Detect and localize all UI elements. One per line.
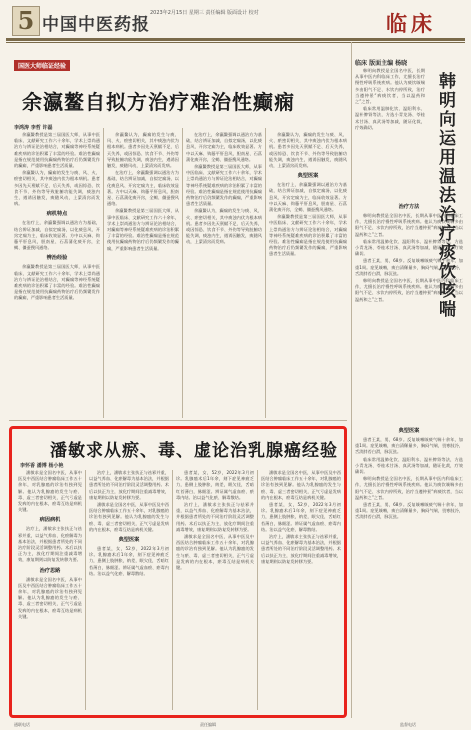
right-article-column-1: [355, 200, 463, 420]
paragraph: 潘敏求是全国名中医，从事中医及中西医结合肿瘤临床工作五十余年，对乳腺癌的诊治有独到见解。他认为乳腺癌的发生与瘀、毒、虚三者密切相关，正气亏虚是发病的内在根本，瘀毒互结是病机关键。: [89, 502, 169, 532]
masthead: [6, 4, 465, 46]
paper-name: 中国中医药报: [42, 15, 150, 35]
paragraph: 治疗上，潘敏求主张扶正与祛邪并重，以益气养血、化瘀解毒为基本治法，并根据患者所处的不同治疗阶段灵活调整用药。术后以扶正为主，放化疗期间注重减毒增效，康复期则以防复发转移为要。: [261, 534, 341, 564]
column-tag: 国医大师临证经验: [14, 60, 70, 71]
right-article-intro: [355, 68, 425, 198]
subhead: 病因病机: [39, 517, 61, 524]
issue-line: 2023年2月15日 星期三 责任编辑 版面设计 校对: [150, 10, 259, 16]
subhead: 典型医案: [118, 537, 140, 544]
paragraph: 在治疗上，余瀛鳌强调以通治方为基础，结合辨证加减，自拟定痫汤，以化痰息风、开窍定痫为主，临床收效显著。方中以天麻、钩藤平肝息风，胆南星、石菖蒲化痰开窍，全蝎、僵蚕搜风通络。: [269, 182, 347, 213]
footer-left: 通联电话: [14, 722, 30, 727]
subhead: 治疗方法: [398, 204, 420, 210]
page-number: 5: [12, 6, 40, 36]
paragraph: 余瀛鳌认为，癫痫的发生与痰、风、火、瘀密切相关，其中痰浊内伏为根本病机。患者多因先天禀赋不足、后天失养，或因惊恐、饮食不节、外伤等导致脏腑功能失调，痰浊内生，遇诱因触发，痰随风动，上蒙清窍而发病。: [107, 132, 179, 169]
footer-center: 责任编辑: [200, 722, 216, 727]
paragraph: 韩明向教授是全国名中医，长期从事中医内科临床工作，尤擅长治疗慢性呼吸系统疾病。他认为痰饮咳喘多由阳气不足、水饮内停所致，治疗当遵仲景“病痰饮者，当以温药和之”之旨。: [355, 476, 463, 500]
paragraph: 在治疗上，余瀛鳌强调以通治方为基础，结合辨证加减，自拟定痫汤，以化痰息风、开窍定痫为主，临床收效显著。方中以天麻、钩藤平肝息风，胆南星、石菖蒲化痰开窍，全蝎、僵蚕搜风通络。: [186, 132, 262, 162]
paragraph: 余瀛鳌教授是第三届国医大师，从事中医临床、文献研究工作六十余年，学术上崇尚通治方与辨证论治相结合，对癫痫等神经系统疑难疾病的诊治积累了丰富的经验。难治性癫痫是指在规范使用抗癫痫药物治疗后仍频繁发作的癫痫，严重影响患者生活质量。: [14, 132, 100, 169]
bottom-article-column-4: [261, 470, 341, 710]
bottom-article-column-3: [176, 470, 254, 710]
masthead-rule: [6, 38, 465, 41]
column-divider: [85, 470, 86, 710]
paragraph: 治疗上，潘敏求主张扶正与祛邪并重，以益气养血、化瘀解毒为基本治法，并根据患者所处的不同治疗阶段灵活调整用药。术后以扶正为主，放化疗期间注重减毒增效，康复期则以防复发转移为要。: [18, 526, 82, 563]
subhead: 病机特点: [46, 211, 68, 218]
paragraph: 治疗上，潘敏求主张扶正与祛邪并重，以益气养血、化瘀解毒为基本治法，并根据患者所处的不同治疗阶段灵活调整用药。术后以扶正为主，放化疗期间注重减毒增效，康复期则以防复发转移为要。: [176, 502, 254, 532]
paragraph: 临床常用温肺化饮、温阳利水、温补脾肾等法，方选小青龙汤、苓桂术甘汤、真武汤等加减，随证化裁，疗效确切。: [355, 238, 463, 257]
subhead: 典型医案: [398, 428, 420, 434]
paragraph: 余瀛鳌认为，癫痫的发生与痰、风、火、瘀密切相关，其中痰浊内伏为根本病机。患者多因先天禀赋不足、后天失养，或因惊恐、饮食不节、外伤等导致脏腑功能失调，痰浊内生，遇诱因触发，痰随风动，上蒙清窍而发病。: [186, 208, 262, 245]
top-article-column-3: [186, 132, 262, 414]
subhead: 辨治经验: [46, 255, 68, 262]
paragraph: 余瀛鳌教授是第三届国医大师，从事中医临床、文献研究工作六十余年，学术上崇尚通治方与辨证论治相结合，对癫痫等神经系统疑难疾病的诊治积累了丰富的经验。难治性癫痫是指在规范使用抗癫痫药物治疗后仍频繁发作的癫痫，严重影响患者生活质量。: [269, 214, 347, 257]
paragraph: 患者王某，男，68岁。反复咳嗽咳痰气喘十余年，加重1周。症见咳嗽，痰白清稀量多，胸闷气喘，畏寒肢冷，舌淡胖苔白滑，脉沉弦。: [355, 437, 463, 455]
paragraph: 患者王某，男，68岁。反复咳嗽咳痰气喘十余年，加重1周。症见咳嗽，痰白清稀量多，胸闷气喘，畏寒肢冷，舌淡胖苔白滑，脉沉弦。: [355, 502, 463, 520]
paragraph: 患者某，女，52岁，2022年3月初诊。乳腺癌术后1年余，刻下症见神疲乏力，患侧上肢肿胀，纳差，眠欠佳，舌暗红苔薄白，脉细涩。辨证属气虚血瘀、瘀毒内结。治以益气化瘀、解毒散结。: [89, 546, 169, 576]
column-divider: [103, 128, 104, 418]
paragraph: 余瀛鳌教授是第三届国医大师，从事中医临床、文献研究工作六十余年，学术上崇尚通治方与辨证论治相结合，对癫痫等神经系统疑难疾病的诊治积累了丰富的经验。难治性癫痫是指在规范使用抗癫痫药物治疗后仍频繁发作的癫痫，严重影响患者生活质量。: [14, 264, 100, 301]
paragraph: 余瀛鳌认为，癫痫的发生与痰、风、火、瘀密切相关，其中痰浊内伏为根本病机。患者多因先天禀赋不足、后天失养，或因惊恐、饮食不节、外伤等导致脏腑功能失调，痰浊内生，遇诱因触发，痰随风动，上蒙清窍而发病。: [14, 170, 100, 207]
column-divider: [257, 470, 258, 710]
paragraph: 潘敏求是全国名中医，从事中医及中西医结合肿瘤临床工作五十余年，对乳腺癌的诊治有独到见解。他认为乳腺癌的发生与瘀、毒、虚三者密切相关，正气亏虚是发病的内在根本，瘀毒互结是病机关键。: [18, 576, 82, 619]
column-divider: [265, 128, 266, 418]
bottom-article-headline[interactable]: 潘敏求从瘀、毒、虚论治乳腺癌经验: [50, 441, 338, 461]
section-title: 临床: [386, 11, 436, 36]
bottom-article-column-1: [18, 470, 82, 710]
paragraph: 余瀛鳌教授是第三届国医大师，从事中医临床、文献研究工作六十余年，学术上崇尚通治方与辨证论治相结合，对癫痫等神经系统疑难疾病的诊治积累了丰富的经验。难治性癫痫是指在规范使用抗癫痫药物治疗后仍频繁发作的癫痫，严重影响患者生活质量。: [107, 208, 179, 251]
right-column-editor: 临床 版面主编 杨晓: [355, 60, 408, 67]
paragraph: 患者王某，男，68岁。反复咳嗽咳痰气喘十余年，加重1周。症见咳嗽，痰白清稀量多，胸闷气喘，畏寒肢冷，舌淡胖苔白滑，脉沉弦。: [355, 258, 463, 276]
bottom-article-byline: 李怀香 潘博 杨小艳: [20, 463, 64, 469]
paragraph: 韩明向教授是全国名中医，长期从事中医内科临床工作，尤擅长治疗慢性呼吸系统疾病。他认为痰饮咳喘多由阳气不足、水饮内停所致，治疗当遵仲景“病痰饮者，当以温药和之”之旨。: [355, 213, 463, 237]
paragraph: 余瀛鳌认为，癫痫的发生与痰、风、火、瘀密切相关，其中痰浊内伏为根本病机。患者多因先天禀赋不足、后天失养，或因惊恐、饮食不节、外伤等导致脏腑功能失调，痰浊内生，遇诱因触发，痰随风动，上蒙清窍而发病。: [269, 132, 347, 169]
top-article-headline[interactable]: 余瀛鳌自拟方治疗难治性癫痫: [22, 90, 295, 114]
right-article-headline[interactable]: 韩明向运用温法治疗痰饮咳喘: [435, 72, 455, 319]
right-article-column-2: [355, 424, 463, 716]
paragraph: 潘敏求是全国名中医，从事中医及中西医结合肿瘤临床工作五十余年，对乳腺癌的诊治有独到见解。他认为乳腺癌的发生与瘀、毒、虚三者密切相关，正气亏虚是发病的内在根本，瘀毒互结是病机关键。: [18, 470, 82, 513]
column-divider: [182, 128, 183, 418]
paragraph: 韩明向教授是全国名中医，长期从事中医内科临床工作，尤擅长治疗慢性呼吸系统疾病。他认为痰饮咳喘多由阳气不足、水饮内停所致，治疗当遵仲景“病痰饮者，当以温药和之”之旨。: [355, 278, 463, 302]
paragraph: 余瀛鳌教授是第三届国医大师，从事中医临床、文献研究工作六十余年，学术上崇尚通治方与辨证论治相结合，对癫痫等神经系统疑难疾病的诊治积累了丰富的经验。难治性癫痫是指在规范使用抗癫痫药物治疗后仍频繁发作的癫痫，严重影响患者生活质量。: [186, 164, 262, 207]
subhead: 典型医案: [297, 173, 319, 180]
page-footer: [0, 719, 471, 730]
paragraph: 潘敏求是全国名中医，从事中医及中西医结合肿瘤临床工作五十余年，对乳腺癌的诊治有独到见解。他认为乳腺癌的发生与瘀、毒、虚三者密切相关，正气亏虚是发病的内在根本，瘀毒互结是病机关键。: [176, 534, 254, 571]
paragraph: 在治疗上，余瀛鳌强调以通治方为基础，结合辨证加减，自拟定痫汤，以化痰息风、开窍定痫为主，临床收效显著。方中以天麻、钩藤平肝息风，胆南星、石菖蒲化痰开窍，全蝎、僵蚕搜风通络。: [14, 220, 100, 251]
paragraph: 患者某，女，52岁，2022年3月初诊。乳腺癌术后1年余，刻下症见神疲乏力，患侧上肢肿胀，纳差，眠欠佳，舌暗红苔薄白，脉细涩。辨证属气虚血瘀、瘀毒内结。治以益气化瘀、解毒散结。: [261, 502, 341, 532]
paragraph: 患者某，女，52岁，2022年3月初诊。乳腺癌术后1年余，刻下症见神疲乏力，患侧上肢肿胀，纳差，眠欠佳，舌暗红苔薄白，脉细涩。辨证属气虚血瘀、瘀毒内结。治以益气化瘀、解毒散结。: [176, 470, 254, 500]
subhead: 治疗思路: [39, 567, 61, 574]
masthead-rule-thin: [6, 42, 465, 43]
footer-right: 监督电话: [400, 722, 416, 727]
right-column-divider: [351, 42, 352, 718]
top-article-column-1: [14, 132, 100, 414]
paragraph: 在治疗上，余瀛鳌强调以通治方为基础，结合辨证加减，自拟定痫汤，以化痰息风、开窍定痫为主，临床收效显著。方中以天麻、钩藤平肝息风，胆南星、石菖蒲化痰开窍，全蝎、僵蚕搜风通络。: [107, 170, 179, 207]
section-divider: [9, 420, 347, 421]
bottom-article-column-2: [89, 470, 169, 710]
column-divider: [172, 470, 173, 710]
paragraph: 临床常用温肺化饮、温阳利水、温补脾肾等法，方选小青龙汤、苓桂术甘汤、真武汤等加减，随证化裁，疗效确切。: [355, 456, 463, 475]
paragraph: 治疗上，潘敏求主张扶正与祛邪并重，以益气养血、化瘀解毒为基本治法，并根据患者所处的不同治疗阶段灵活调整用药。术后以扶正为主，放化疗期间注重减毒增效，康复期则以防复发转移为要。: [89, 470, 169, 500]
paragraph: 韩明向教授是全国名中医，长期从事中医内科临床工作，尤擅长治疗慢性呼吸系统疾病。他认为痰饮咳喘多由阳气不足、水饮内停所致，治疗当遵仲景“病痰饮者，当以温药和之”之旨。: [355, 68, 425, 105]
top-article-byline: 李鸿涛 李哲 许磊: [14, 125, 53, 131]
paragraph: 潘敏求是全国名中医，从事中医及中西医结合肿瘤临床工作五十余年，对乳腺癌的诊治有独到见解。他认为乳腺癌的发生与瘀、毒、虚三者密切相关，正气亏虚是发病的内在根本，瘀毒互结是病机关键。: [261, 470, 341, 500]
paragraph: 临床常用温肺化饮、温阳利水、温补脾肾等法，方选小青龙汤、苓桂术甘汤、真武汤等加减，随证化裁，疗效确切。: [355, 106, 425, 130]
top-article-column-4: [269, 132, 347, 414]
top-article-column-2: [107, 132, 179, 414]
